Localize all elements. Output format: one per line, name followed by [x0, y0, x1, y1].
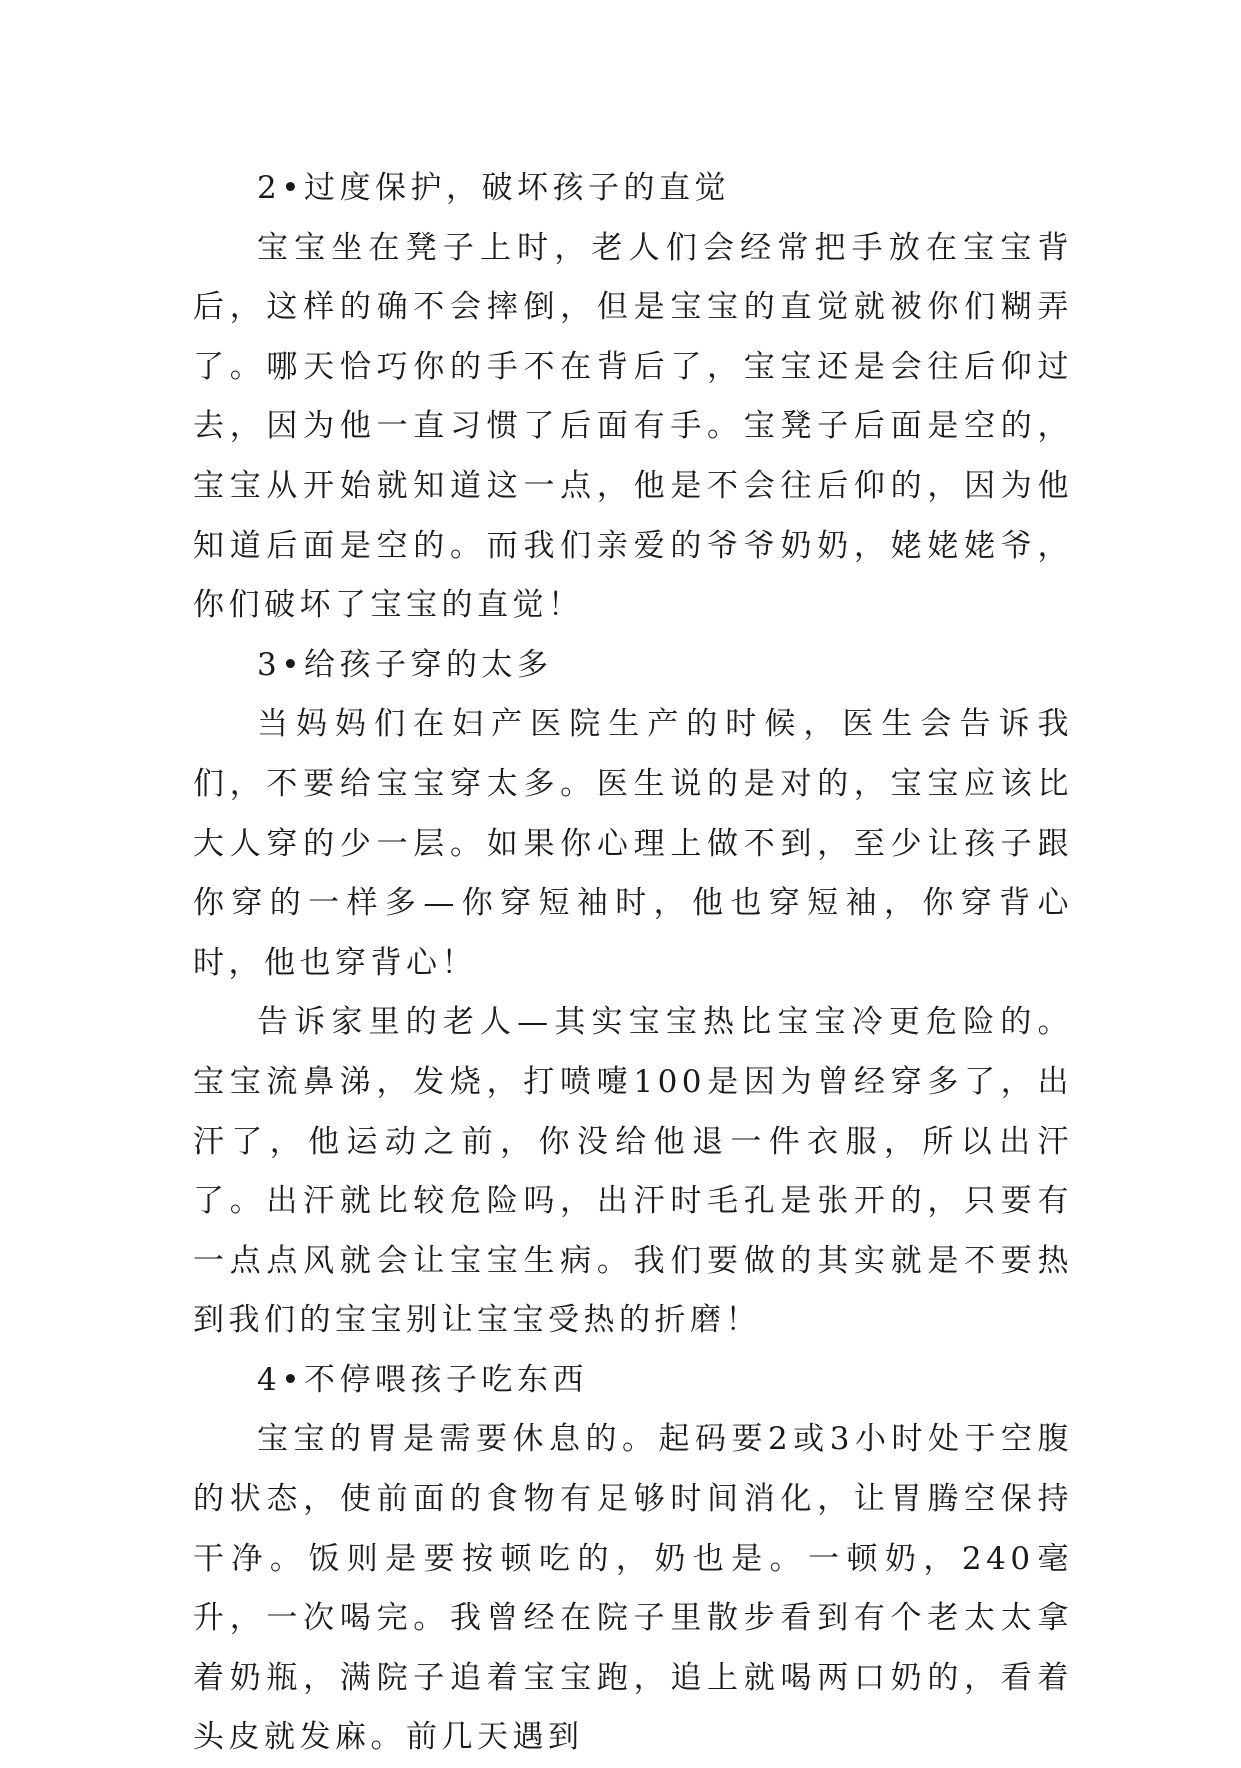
paragraph-clothing-elders: 告诉家里的老人—其实宝宝热比宝宝冷更危险的。宝宝流鼻涕，发烧，打喷嚏100是因为曾经穿多了，出汗了，他运动之前，你没给他退一件衣服，所以出汗了。出汗就比较危险吗，出汗时毛孔是张开的，只要有一点点风就会让宝宝生病。我们要做的其实就是不要热到我们的宝宝别让宝宝受热的折磨！ [193, 1004, 1073, 1339]
section-heading-4: 4•不停喂孩子吃东西 [257, 1361, 589, 1398]
paragraph-overprotection: 宝宝坐在凳子上时，老人们会经常把手放在宝宝背后，这样的确不会摔倒，但是宝宝的直觉就被你们糊弄了。哪天恰巧你的手不在背后了，宝宝还是会往后仰过去，因为他一直习惯了后面有手。宝凳子后面是空的，宝宝从开始就知道这一点，他是不会往后仰的，因为他知道后面是空的。而我们亲爱的爷爷奶奶，姥姥姥爷，你们破坏了宝宝的直觉！ [193, 229, 1073, 624]
document-body [193, 159, 1073, 1768]
section-heading-3: 3•给孩子穿的太多 [257, 646, 553, 683]
section-heading-2: 2•过度保护，破坏孩子的直觉 [257, 170, 731, 206]
paragraph-clothing-hospital: 当妈妈们在妇产医院生产的时候，医生会告诉我们，不要给宝宝穿太多。医生说的是对的，宝宝应该比大人穿的少一层。如果你心理上做不到，至少让孩子跟你穿的一样多—你穿短袖时，他也穿短袖，你穿背心时，他也穿背心！ [193, 706, 1073, 981]
paragraph-feeding: 宝宝的胃是需要休息的。起码要2或3小时处于空腹的状态，使前面的食物有足够时间消化，让胃腾空保持干净。饭则是要按顿吃的，奶也是。一顿奶，240毫升，一次喝完。我曾经在院子里散步看到有个老太太拿着奶瓶，满院子追着宝宝跑，追上就喝两口奶的，看着头皮就发麻。前几天遇到 [193, 1421, 1073, 1756]
